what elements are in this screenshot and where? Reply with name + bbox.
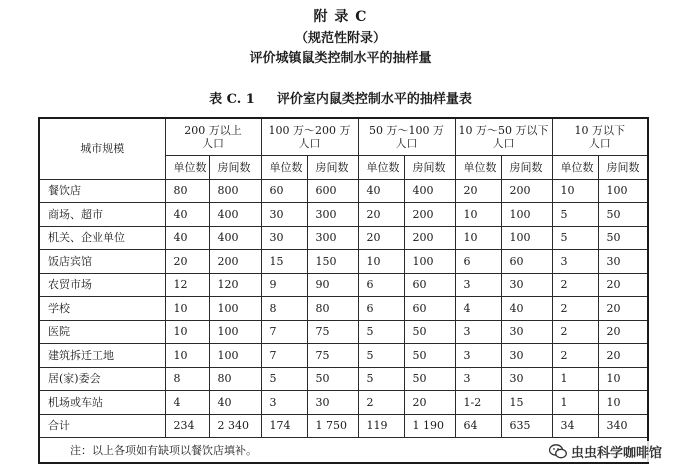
units-cell: 10 bbox=[358, 250, 404, 274]
rooms-cell: 100 bbox=[404, 250, 455, 274]
rooms-cell: 30 bbox=[501, 344, 552, 368]
row-category: 商场、超市 bbox=[39, 203, 165, 227]
units-cell: 2 bbox=[552, 344, 598, 368]
units-cell: 119 bbox=[358, 414, 404, 438]
rooms-cell: 30 bbox=[307, 391, 358, 415]
units-cell: 20 bbox=[358, 203, 404, 227]
rooms-cell: 30 bbox=[501, 320, 552, 344]
units-cell: 10 bbox=[165, 344, 209, 368]
units-cell: 6 bbox=[358, 273, 404, 297]
units-cell: 5 bbox=[358, 344, 404, 368]
rooms-cell: 200 bbox=[404, 226, 455, 250]
rooms-cell: 100 bbox=[501, 226, 552, 250]
units-cell: 40 bbox=[165, 203, 209, 227]
rooms-cell: 2 340 bbox=[209, 414, 261, 438]
units-cell: 20 bbox=[455, 179, 501, 203]
units-cell: 2 bbox=[552, 320, 598, 344]
rooms-cell: 20 bbox=[598, 297, 648, 321]
units-cell: 40 bbox=[358, 179, 404, 203]
units-cell: 5 bbox=[552, 203, 598, 227]
units-cell: 15 bbox=[261, 250, 307, 274]
units-cell: 1-2 bbox=[455, 391, 501, 415]
table-number: 表 C. 1 bbox=[209, 92, 255, 107]
rooms-header: 房间数 bbox=[598, 156, 648, 180]
rooms-cell: 150 bbox=[307, 250, 358, 274]
table-row bbox=[39, 226, 648, 250]
units-cell: 1 bbox=[552, 391, 598, 415]
units-cell: 40 bbox=[165, 226, 209, 250]
units-cell: 234 bbox=[165, 414, 209, 438]
rooms-cell: 40 bbox=[501, 297, 552, 321]
units-cell: 7 bbox=[261, 344, 307, 368]
units-cell: 8 bbox=[165, 367, 209, 391]
rooms-cell: 100 bbox=[501, 203, 552, 227]
row-category: 农贸市场 bbox=[39, 273, 165, 297]
rooms-cell: 20 bbox=[598, 344, 648, 368]
units-cell: 12 bbox=[165, 273, 209, 297]
units-cell: 3 bbox=[552, 250, 598, 274]
rooms-cell: 20 bbox=[404, 391, 455, 415]
units-header: 单位数 bbox=[165, 156, 209, 180]
units-cell: 8 bbox=[261, 297, 307, 321]
rooms-cell: 50 bbox=[404, 344, 455, 368]
table-row bbox=[39, 179, 648, 203]
units-cell: 174 bbox=[261, 414, 307, 438]
rooms-cell: 100 bbox=[209, 297, 261, 321]
row-category: 机关、企业单位 bbox=[39, 226, 165, 250]
rooms-cell: 400 bbox=[209, 226, 261, 250]
units-cell: 64 bbox=[455, 414, 501, 438]
units-cell: 2 bbox=[552, 273, 598, 297]
rooms-cell: 100 bbox=[209, 320, 261, 344]
units-header: 单位数 bbox=[358, 156, 404, 180]
units-cell: 7 bbox=[261, 320, 307, 344]
units-cell: 20 bbox=[358, 226, 404, 250]
rooms-cell: 400 bbox=[404, 179, 455, 203]
appendix-heading: 附 录 C bbox=[313, 9, 368, 25]
rooms-cell: 15 bbox=[501, 391, 552, 415]
normative-label: （规范性附录） bbox=[294, 31, 386, 46]
rooms-cell: 1 190 bbox=[404, 414, 455, 438]
rooms-cell: 800 bbox=[209, 179, 261, 203]
units-cell: 5 bbox=[358, 367, 404, 391]
watermark-text: 虫虫科学咖啡馆 bbox=[570, 446, 662, 461]
row-category: 合计 bbox=[39, 414, 165, 438]
units-cell: 9 bbox=[261, 273, 307, 297]
units-cell: 30 bbox=[261, 226, 307, 250]
rooms-cell: 50 bbox=[598, 203, 648, 227]
units-cell: 60 bbox=[261, 179, 307, 203]
rooms-header: 房间数 bbox=[209, 156, 261, 180]
table-row bbox=[39, 344, 648, 368]
units-cell: 3 bbox=[455, 367, 501, 391]
table-header-row bbox=[39, 118, 648, 156]
rooms-cell: 20 bbox=[598, 320, 648, 344]
row-category: 机场或车站 bbox=[39, 391, 165, 415]
table-row bbox=[39, 273, 648, 297]
rooms-cell: 80 bbox=[307, 297, 358, 321]
rooms-cell: 200 bbox=[501, 179, 552, 203]
rooms-cell: 50 bbox=[404, 367, 455, 391]
table-row bbox=[39, 391, 648, 415]
group-header: 10 万～50 万以下 人口 bbox=[455, 118, 552, 156]
rooms-cell: 40 bbox=[209, 391, 261, 415]
row-category: 居(家)委会 bbox=[39, 367, 165, 391]
units-cell: 5 bbox=[552, 226, 598, 250]
rooms-cell: 340 bbox=[598, 414, 648, 438]
rooms-cell: 50 bbox=[404, 320, 455, 344]
units-cell: 5 bbox=[261, 367, 307, 391]
table-title: 评价室内鼠类控制水平的抽样量表 bbox=[276, 92, 472, 107]
rooms-cell: 300 bbox=[307, 226, 358, 250]
rooms-cell: 50 bbox=[598, 226, 648, 250]
sampling-table bbox=[38, 117, 649, 464]
table-row bbox=[39, 250, 648, 274]
units-cell: 3 bbox=[261, 391, 307, 415]
row-category: 饭店宾馆 bbox=[39, 250, 165, 274]
group-header: 50 万～100 万 人口 bbox=[358, 118, 455, 156]
rooms-header: 房间数 bbox=[404, 156, 455, 180]
rooms-cell: 200 bbox=[209, 250, 261, 274]
units-cell: 2 bbox=[358, 391, 404, 415]
units-cell: 80 bbox=[165, 179, 209, 203]
table-row bbox=[39, 203, 648, 227]
rooms-cell: 100 bbox=[209, 344, 261, 368]
rooms-cell: 60 bbox=[404, 273, 455, 297]
units-cell: 10 bbox=[165, 297, 209, 321]
rooms-cell: 100 bbox=[598, 179, 648, 203]
units-cell: 3 bbox=[455, 344, 501, 368]
row-category: 医院 bbox=[39, 320, 165, 344]
units-cell: 10 bbox=[165, 320, 209, 344]
rooms-cell: 10 bbox=[598, 367, 648, 391]
units-cell: 6 bbox=[455, 250, 501, 274]
units-cell: 4 bbox=[455, 297, 501, 321]
rooms-cell: 400 bbox=[209, 203, 261, 227]
units-cell: 6 bbox=[358, 297, 404, 321]
rooms-cell: 300 bbox=[307, 203, 358, 227]
units-cell: 2 bbox=[552, 297, 598, 321]
row-category: 学校 bbox=[39, 297, 165, 321]
city-scale-header: 城市规模 bbox=[39, 118, 165, 179]
units-cell: 4 bbox=[165, 391, 209, 415]
rooms-cell: 120 bbox=[209, 273, 261, 297]
table-caption bbox=[0, 88, 681, 107]
rooms-cell: 30 bbox=[501, 273, 552, 297]
units-cell: 3 bbox=[455, 320, 501, 344]
appendix-title: 评价城镇鼠类控制水平的抽样量 bbox=[249, 51, 432, 66]
rooms-cell: 200 bbox=[404, 203, 455, 227]
rooms-cell: 75 bbox=[307, 320, 358, 344]
rooms-cell: 20 bbox=[598, 273, 648, 297]
group-header: 100 万～200 万 人口 bbox=[261, 118, 358, 156]
units-cell: 10 bbox=[455, 226, 501, 250]
group-header: 200 万以上 人口 bbox=[165, 118, 261, 156]
units-header: 单位数 bbox=[552, 156, 598, 180]
table-row bbox=[39, 320, 648, 344]
rooms-cell: 75 bbox=[307, 344, 358, 368]
table-row bbox=[39, 367, 648, 391]
rooms-cell: 1 750 bbox=[307, 414, 358, 438]
units-cell: 1 bbox=[552, 367, 598, 391]
table-note: 注：以上各项如有缺项以餐饮店填补。 bbox=[39, 438, 648, 464]
units-cell: 20 bbox=[165, 250, 209, 274]
rooms-cell: 30 bbox=[501, 367, 552, 391]
row-category: 餐饮店 bbox=[39, 179, 165, 203]
rooms-cell: 60 bbox=[404, 297, 455, 321]
rooms-cell: 600 bbox=[307, 179, 358, 203]
group-header: 10 万以下 人口 bbox=[552, 118, 648, 156]
units-cell: 10 bbox=[552, 179, 598, 203]
units-cell: 30 bbox=[261, 203, 307, 227]
rooms-cell: 90 bbox=[307, 273, 358, 297]
units-cell: 3 bbox=[455, 273, 501, 297]
rooms-header: 房间数 bbox=[501, 156, 552, 180]
rooms-cell: 50 bbox=[307, 367, 358, 391]
row-category: 建筑拆迁工地 bbox=[39, 344, 165, 368]
rooms-cell: 10 bbox=[598, 391, 648, 415]
table-row bbox=[39, 414, 648, 438]
units-header: 单位数 bbox=[261, 156, 307, 180]
rooms-cell: 80 bbox=[209, 367, 261, 391]
rooms-cell: 30 bbox=[598, 250, 648, 274]
table-row bbox=[39, 297, 648, 321]
units-header: 单位数 bbox=[455, 156, 501, 180]
rooms-cell: 60 bbox=[501, 250, 552, 274]
units-cell: 5 bbox=[358, 320, 404, 344]
rooms-header: 房间数 bbox=[307, 156, 358, 180]
units-cell: 10 bbox=[455, 203, 501, 227]
units-cell: 34 bbox=[552, 414, 598, 438]
wechat-icon bbox=[549, 444, 567, 459]
watermark bbox=[546, 441, 665, 462]
rooms-cell: 635 bbox=[501, 414, 552, 438]
